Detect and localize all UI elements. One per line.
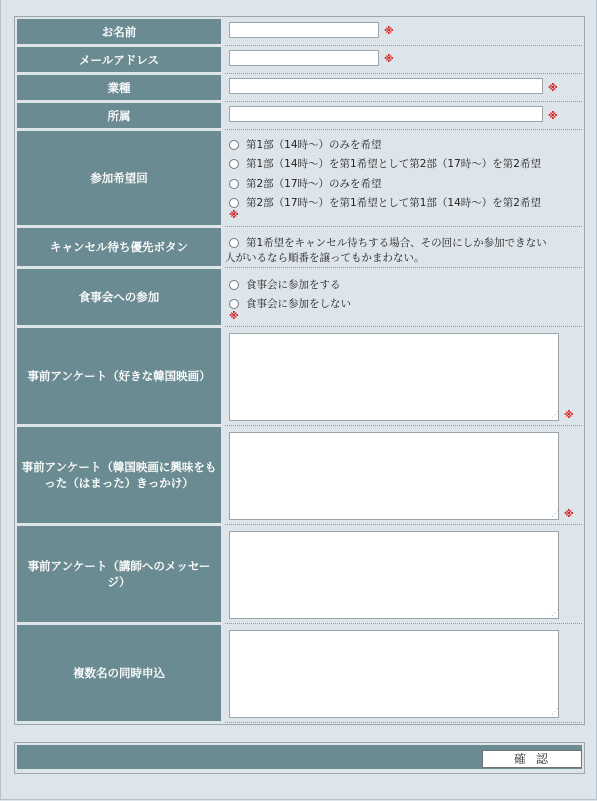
row-industry [17, 75, 582, 100]
survey-trigger-label: 事前アンケート（韓国映画に興味をもった（はまった）きっかけ） [17, 427, 221, 523]
dinner-label: 食事会への参加 [17, 269, 221, 325]
dinner-option-attend[interactable]: 食事会に参加をする [229, 277, 341, 292]
name-input[interactable] [229, 22, 379, 38]
required-mark: ※ [564, 410, 574, 421]
confirm-button[interactable]: 確認 [482, 750, 582, 768]
required-mark: ※ [384, 54, 394, 65]
survey-movie-label: 事前アンケート（好きな韓国映画） [17, 328, 221, 424]
submit-bar [17, 745, 582, 769]
survey-trigger-textarea[interactable] [229, 432, 559, 520]
affiliation-label: 所属 [17, 103, 221, 128]
row-dinner [17, 269, 582, 325]
session-option-3[interactable]: 第2部（17時～）のみを希望 [229, 176, 382, 191]
required-mark: ※ [548, 83, 558, 94]
multiple-entry-textarea[interactable] [229, 630, 559, 718]
dinner-option-decline[interactable]: 食事会に参加をしない [229, 296, 351, 311]
email-input[interactable] [229, 50, 379, 66]
cancel-priority-option-cont: 人がいるなら順番を譲ってもかまわない。 [225, 252, 425, 264]
email-label: メールアドレス [17, 47, 221, 72]
session-option-1[interactable]: 第1部（14時～）のみを希望 [229, 137, 382, 152]
survey-movie-textarea[interactable] [229, 333, 559, 421]
multiple-entry-label: 複数名の同時申込 [17, 625, 221, 721]
name-label: お名前 [17, 19, 221, 44]
industry-label: 業種 [17, 75, 221, 100]
row-survey-trigger [17, 427, 582, 523]
survey-message-textarea[interactable] [229, 531, 559, 619]
resize-grip-icon[interactable]: ⋰ [551, 509, 558, 518]
row-email [17, 47, 582, 72]
required-mark: ※ [564, 509, 574, 520]
resize-grip-icon[interactable]: ⋰ [551, 707, 558, 716]
session-option-2[interactable]: 第1部（14時～）を第1希望として第2部（17時～）を第2希望 [229, 156, 541, 171]
row-multiple-entry [17, 625, 582, 721]
submit-area [14, 742, 585, 774]
row-session [17, 131, 582, 225]
survey-message-label: 事前アンケート（講師へのメッセージ） [17, 526, 221, 622]
row-survey-movie [17, 328, 582, 424]
row-cancel-priority [17, 228, 582, 266]
session-option-4[interactable]: 第2部（17時～）を第1希望として第1部（14時～）を第2希望 [229, 195, 541, 210]
resize-grip-icon[interactable]: ⋰ [551, 608, 558, 617]
affiliation-input[interactable] [229, 106, 543, 122]
required-mark: ※ [548, 111, 558, 122]
radio-icon[interactable] [229, 179, 239, 189]
application-form [14, 16, 585, 725]
radio-icon[interactable] [229, 140, 239, 150]
required-mark: ※ [384, 26, 394, 37]
radio-icon[interactable] [229, 280, 239, 290]
radio-icon[interactable] [229, 238, 239, 248]
required-mark: ※ [229, 311, 239, 322]
cancel-priority-label: キャンセル待ち優先ボタン [17, 228, 221, 266]
row-name [17, 19, 582, 44]
radio-icon[interactable] [229, 299, 239, 309]
row-affiliation [17, 103, 582, 128]
required-mark: ※ [229, 210, 239, 221]
resize-grip-icon[interactable]: ⋰ [551, 410, 558, 419]
cancel-priority-option[interactable]: 第1希望をキャンセル待ちする場合、その回にしか参加できない [229, 235, 547, 250]
row-survey-message [17, 526, 582, 622]
industry-input[interactable] [229, 78, 543, 94]
radio-icon[interactable] [229, 198, 239, 208]
radio-icon[interactable] [229, 159, 239, 169]
session-label: 参加希望回 [17, 131, 221, 225]
